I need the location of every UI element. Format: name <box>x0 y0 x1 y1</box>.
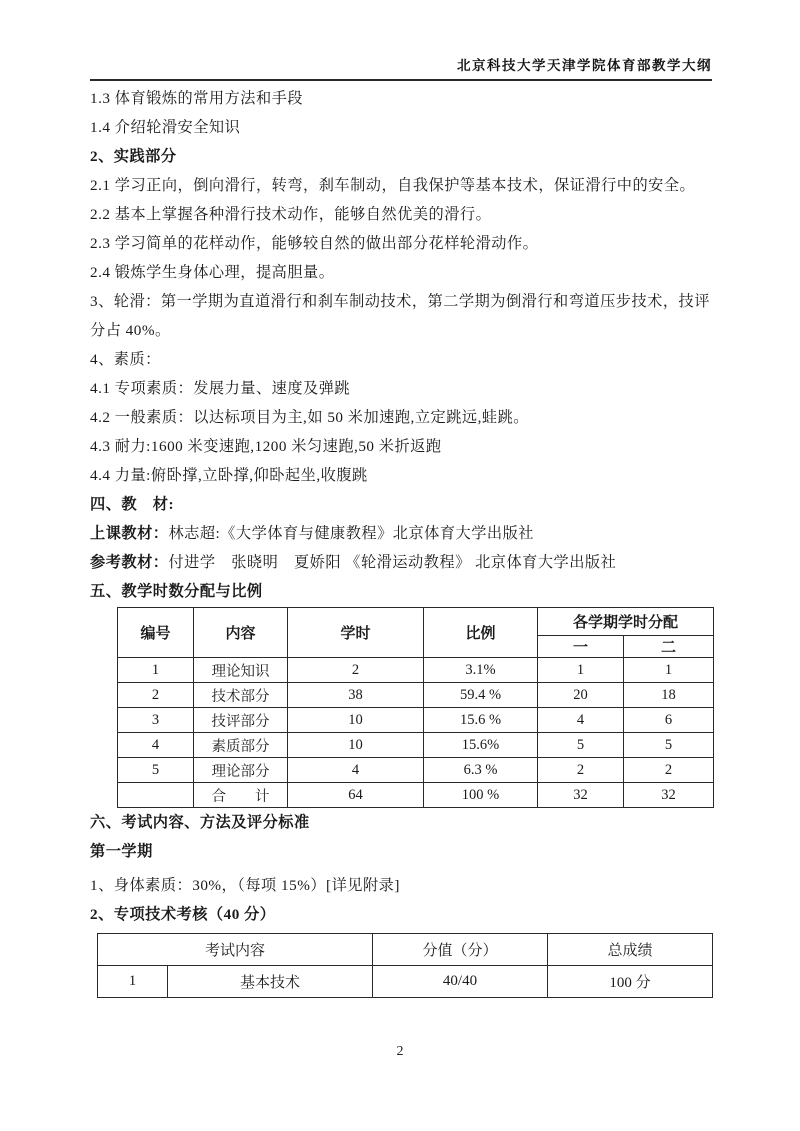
page-header <box>90 0 712 81</box>
cell-sem2: 1 <box>624 658 714 683</box>
table-total-row <box>118 783 714 808</box>
cell-exam-content: 基本技术 <box>168 966 373 998</box>
cell-content: 理论部分 <box>194 758 288 783</box>
document-body <box>90 84 712 998</box>
cell-ratio: 100 % <box>424 783 538 808</box>
page-number: 2 <box>396 1044 404 1059</box>
col-header-ratio: 比例 <box>424 608 538 658</box>
cell-ratio: 15.6 % <box>424 708 538 733</box>
cell-sem1: 5 <box>538 733 624 758</box>
table-row <box>118 708 714 733</box>
col-header-total: 总成绩 <box>548 934 713 966</box>
exam-item-2: 2、专项技术考核（40 分） <box>90 906 276 923</box>
exam-item-1: 1、身体素质：30%，（每项 15%）[详见附录] <box>90 877 400 894</box>
list-item-4-3: 4.3 耐力:1600 米变速跑,1200 米匀速跑,50 米折返跑 <box>90 438 442 455</box>
reference-text: 付进学 张晓明 夏娇阳 《轮滑运动教程》 北京体育大学出版社 <box>168 554 617 571</box>
header-rule <box>90 79 712 81</box>
cell-content: 技评部分 <box>194 708 288 733</box>
exam-score-table <box>97 933 713 998</box>
semester-1-heading: 第一学期 <box>90 843 153 860</box>
list-item-1-3: 1.3 体育锻炼的常用方法和手段 <box>90 90 304 107</box>
list-item-4: 4、素质： <box>90 351 161 368</box>
table-row <box>118 683 714 708</box>
header-title: 北京科技大学天津学院体育部教学大纲 <box>457 58 712 73</box>
list-item-4-2: 4.2 一般素质：以达标项目为主,如 50 米加速跑,立定跳远,蛙跳。 <box>90 409 529 426</box>
cell-no: 4 <box>118 733 194 758</box>
cell-hours: 10 <box>288 733 424 758</box>
cell-total: 100 分 <box>548 966 713 998</box>
cell-sem2: 6 <box>624 708 714 733</box>
cell-sem2: 2 <box>624 758 714 783</box>
textbook-line <box>90 519 712 548</box>
col-header-score: 分值（分） <box>373 934 548 966</box>
table-row <box>118 758 714 783</box>
cell-hours: 10 <box>288 708 424 733</box>
list-item-4-1: 4.1 专项素质：发展力量、速度及弹跳 <box>90 380 351 397</box>
list-item-2-4: 2.4 锻炼学生身体心理，提高胆量。 <box>90 264 335 281</box>
cell-ratio: 15.6% <box>424 733 538 758</box>
col-header-semester-2: 二 <box>624 636 714 658</box>
cell-sem1: 2 <box>538 758 624 783</box>
cell-hours: 64 <box>288 783 424 808</box>
cell-no: 5 <box>118 758 194 783</box>
cell-ratio: 59.4 % <box>424 683 538 708</box>
cell-content: 技术部分 <box>194 683 288 708</box>
textbook-text: 林志超:《大学体育与健康教程》北京体育大学出版社 <box>168 525 534 542</box>
table-header-row <box>98 934 713 966</box>
col-header-content: 内容 <box>194 608 288 658</box>
list-item-2-2: 2.2 基本上掌握各种滑行技术动作，能够自然优美的滑行。 <box>90 206 492 223</box>
cell-no: 1 <box>98 966 168 998</box>
col-header-hours: 学时 <box>288 608 424 658</box>
col-header-exam-content: 考试内容 <box>98 934 373 966</box>
cell-sem1: 20 <box>538 683 624 708</box>
cell-sem1: 1 <box>538 658 624 683</box>
cell-content: 合 计 <box>194 783 288 808</box>
cell-no: 3 <box>118 708 194 733</box>
list-item-3: 3、轮滑：第一学期为直道滑行和刹车制动技术，第二学期为倒滑行和弯道压步技术，技评分占 40%。 <box>90 293 710 339</box>
table-header-row <box>118 608 714 636</box>
cell-hours: 4 <box>288 758 424 783</box>
table-row <box>118 658 714 683</box>
col-header-semester-hours: 各学期学时分配 <box>538 608 714 636</box>
cell-hours: 2 <box>288 658 424 683</box>
cell-sem2: 32 <box>624 783 714 808</box>
cell-ratio: 3.1% <box>424 658 538 683</box>
cell-sem2: 5 <box>624 733 714 758</box>
col-header-no: 编号 <box>118 608 194 658</box>
cell-no: 2 <box>118 683 194 708</box>
reference-line <box>90 548 712 577</box>
list-item-1-4: 1.4 介绍轮滑安全知识 <box>90 119 241 136</box>
cell-sem2: 18 <box>624 683 714 708</box>
list-item-2-1: 2.1 学习正向，倒向滑行，转弯，刹车制动，自我保护等基本技术，保证滑行中的安全。 <box>90 177 696 194</box>
list-item-2-3: 2.3 学习简单的花样动作，能够较自然的做出部分花样轮滑动作。 <box>90 235 539 252</box>
teaching-hours-table <box>117 607 714 808</box>
cell-sem1: 32 <box>538 783 624 808</box>
cell-no: 1 <box>118 658 194 683</box>
cell-sem1: 4 <box>538 708 624 733</box>
col-header-semester-1: 一 <box>538 636 624 658</box>
table-row <box>118 733 714 758</box>
textbook-label: 上课教材： <box>90 525 169 542</box>
cell-content: 素质部分 <box>194 733 288 758</box>
section-4-heading: 四、教 材: <box>90 496 174 513</box>
cell-no <box>118 783 194 808</box>
table-row <box>98 966 713 998</box>
cell-content: 理论知识 <box>194 658 288 683</box>
reference-label: 参考教材： <box>90 554 169 571</box>
cell-ratio: 6.3 % <box>424 758 538 783</box>
cell-hours: 38 <box>288 683 424 708</box>
section-5-heading: 五、教学时数分配与比例 <box>90 583 263 600</box>
section-2-heading: 2、实践部分 <box>90 148 177 165</box>
section-6-heading: 六、考试内容、方法及评分标准 <box>90 814 310 831</box>
cell-score: 40/40 <box>373 966 548 998</box>
list-item-4-4: 4.4 力量:俯卧撑,立卧撑,仰卧起坐,收腹跳 <box>90 467 368 484</box>
